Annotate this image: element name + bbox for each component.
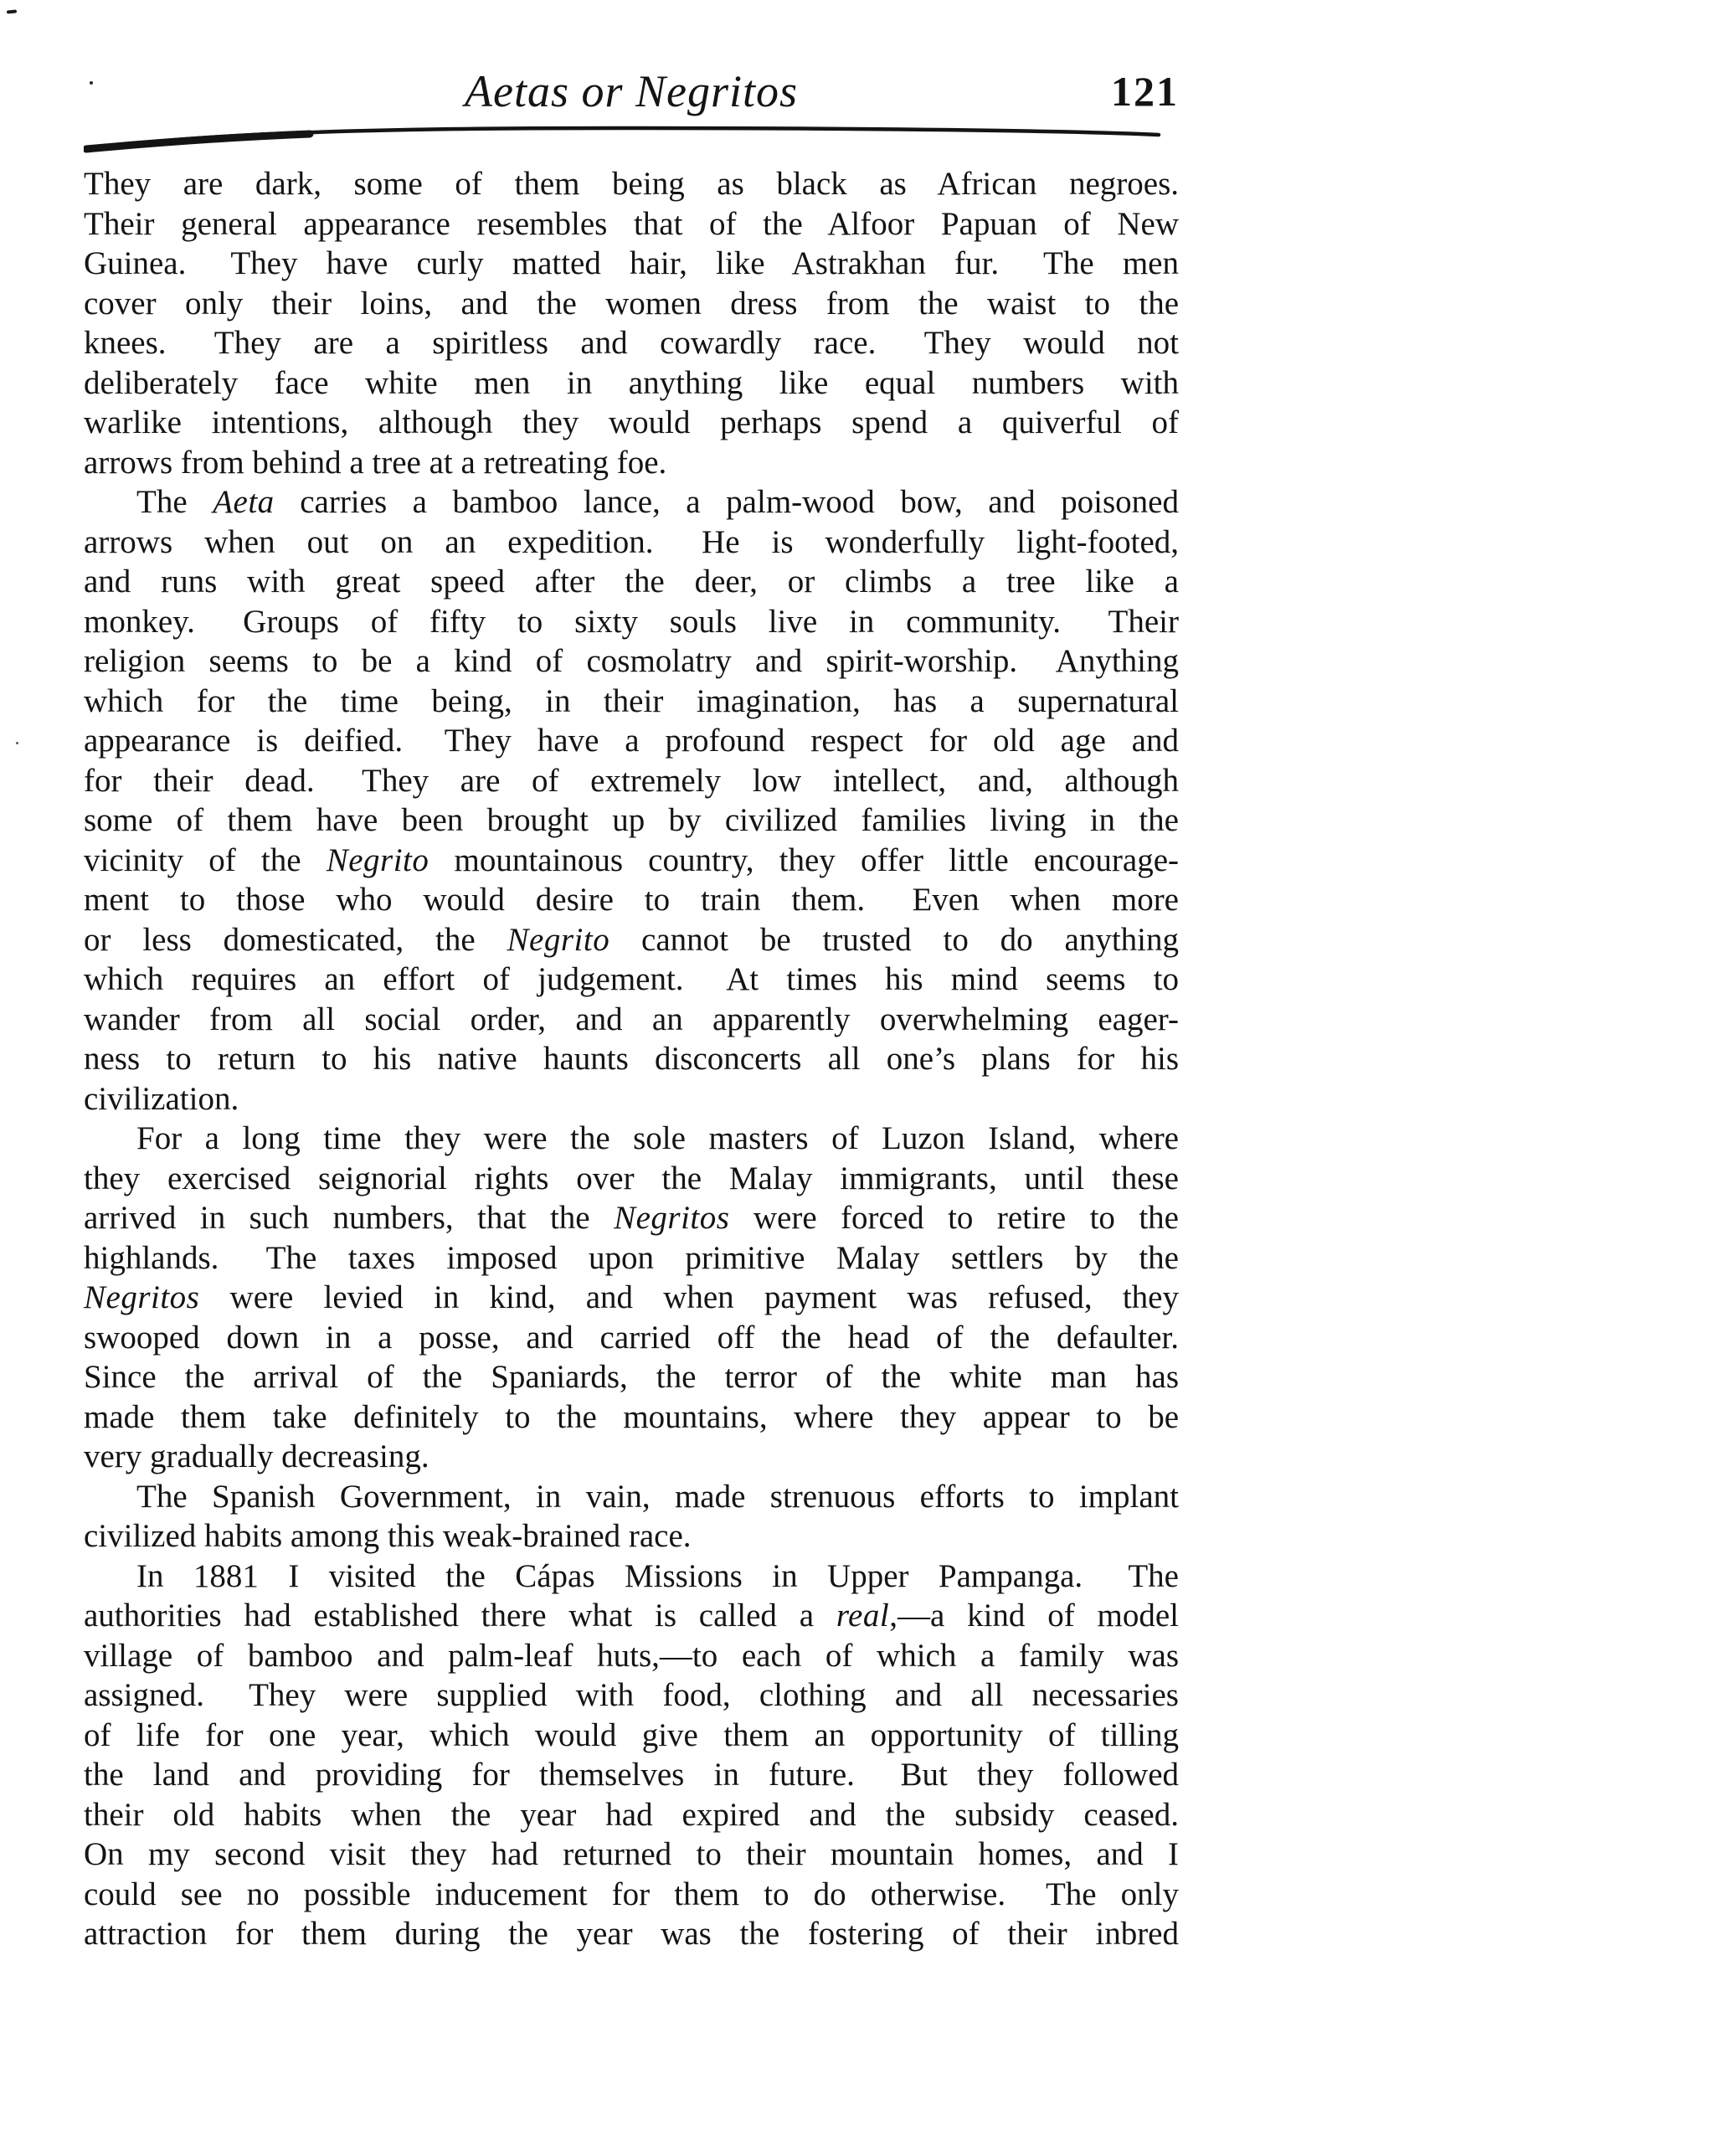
text-run: authorities had established there what is called a xyxy=(84,1598,836,1634)
text-line xyxy=(84,761,1179,801)
body-text xyxy=(84,164,1179,1954)
text-line xyxy=(84,1834,1179,1875)
text-run: arrows when out on an expedition. He is wonderfully light-footed, xyxy=(84,523,1179,560)
running-head-title: Aetas or Negritos xyxy=(464,66,798,116)
text-line xyxy=(84,721,1179,761)
scan-artifact-speck xyxy=(16,742,18,744)
text-line xyxy=(84,602,1179,642)
text-line xyxy=(84,403,1179,443)
text-run: the land and providing for themselves in future. But they followed xyxy=(84,1757,1179,1793)
text-line xyxy=(84,1357,1179,1397)
text-run: highlands. The taxes imposed upon primitive Malay settlers by the xyxy=(84,1239,1179,1276)
text-line xyxy=(84,1755,1179,1795)
text-run: wander from all social order, and an apparently overwhelming eager- xyxy=(84,1001,1179,1037)
text-line xyxy=(84,682,1179,722)
text-line xyxy=(84,284,1179,324)
text-line xyxy=(84,1477,1179,1517)
text-line xyxy=(84,1557,1179,1597)
text-line xyxy=(84,1875,1179,1915)
text-line xyxy=(84,323,1179,363)
text-run: knees. They are a spiritless and cowardly race. They would not xyxy=(84,325,1179,361)
italic-term: Negritos xyxy=(614,1200,730,1236)
text-line xyxy=(84,482,1179,522)
text-run: which requires an effort of judgement. At times his mind seems to xyxy=(84,961,1179,997)
text-run: warlike intentions, although they would perhaps spend a quiverful of xyxy=(84,404,1179,440)
text-run: The Spanish Government, in vain, made strenuous efforts to implant xyxy=(136,1478,1179,1515)
text-run: deliberately face white men in anything like equal numbers with xyxy=(84,364,1179,401)
text-line xyxy=(84,1437,1179,1477)
text-line xyxy=(84,204,1179,244)
text-line xyxy=(84,1119,1179,1159)
text-run: or less domesticated, the xyxy=(84,921,507,958)
text-run: attraction for them during the year was the fostering of their inbred xyxy=(84,1916,1179,1952)
italic-term: Negritos xyxy=(84,1279,200,1315)
text-run: cannot be trusted to do anything xyxy=(609,921,1179,958)
text-run: carries a bamboo lance, a palm-wood bow, and poisoned xyxy=(274,484,1179,520)
text-run: religion seems to be a kind of cosmolatry and spirit-worship. Anything xyxy=(84,643,1179,679)
text-line xyxy=(84,363,1179,404)
text-run: were levied in kind, and when payment was refused, they xyxy=(199,1279,1179,1315)
text-line xyxy=(84,1000,1179,1040)
paragraph xyxy=(84,482,1179,1119)
text-run: arrived in such numbers, that the xyxy=(84,1200,615,1236)
text-line xyxy=(84,1278,1179,1318)
text-run: swooped down in a posse, and carried off the head of the defaulter. xyxy=(84,1319,1179,1356)
text-run: they exercised seignorial rights over the Malay immigrants, until these xyxy=(84,1160,1179,1196)
header-rule xyxy=(84,124,1164,157)
italic-term: real xyxy=(836,1598,890,1634)
text-run: for their dead. They are of extremely low intellect, and, although xyxy=(84,762,1179,799)
text-run: arrows from behind a tree at a retreating foe. xyxy=(84,444,667,481)
text-line xyxy=(84,244,1179,284)
text-line xyxy=(84,1039,1179,1079)
text-run: They are dark, some of them being as black as African negroes. xyxy=(84,166,1179,202)
paragraph xyxy=(84,1119,1179,1477)
text-run: their old habits when the year had expired and the subsidy ceased. xyxy=(84,1796,1179,1833)
text-run: The xyxy=(136,484,213,520)
text-line xyxy=(84,1675,1179,1716)
text-run: some of them have been brought up by civilized families living in the xyxy=(84,802,1179,838)
text-line xyxy=(84,1397,1179,1438)
text-line xyxy=(84,1596,1179,1636)
text-line xyxy=(84,443,1179,483)
text-line xyxy=(84,1318,1179,1358)
text-line xyxy=(84,1159,1179,1199)
italic-term: Negrito xyxy=(507,921,610,958)
text-run: appearance is deified. They have a profound respect for old age and xyxy=(84,723,1179,759)
page-number: 121 xyxy=(1111,68,1179,115)
text-run: vicinity of the xyxy=(84,841,327,878)
italic-term: Negrito xyxy=(326,841,429,878)
text-line xyxy=(84,1795,1179,1835)
text-line xyxy=(84,960,1179,1000)
text-run: very gradually decreasing. xyxy=(84,1438,429,1474)
text-line xyxy=(84,641,1179,682)
text-line xyxy=(84,1238,1179,1279)
text-run: civilized habits among this weak-brained race. xyxy=(84,1518,692,1554)
text-line xyxy=(84,1198,1179,1238)
text-line xyxy=(84,920,1179,960)
scan-artifact-dash xyxy=(7,9,17,13)
text-run: could see no possible inducement for them to do otherwise. The only xyxy=(84,1876,1179,1912)
text-run: and runs with great speed after the deer, or climbs a tree like a xyxy=(84,563,1179,599)
text-run: Their general appearance resembles that of the Alfoor Papuan of New xyxy=(84,205,1179,242)
text-line xyxy=(84,1516,1179,1557)
text-line xyxy=(84,522,1179,563)
text-run: assigned. They were supplied with food, clothing and all necessaries xyxy=(84,1677,1179,1713)
text-run: mountainous country, they offer little encourage- xyxy=(429,841,1179,878)
text-run: ,—a kind of model xyxy=(889,1598,1179,1634)
text-run: For a long time they were the sole masters of Luzon Island, where xyxy=(136,1120,1179,1156)
text-run: ment to those who would desire to train them. Even when more xyxy=(84,882,1179,918)
text-run: which for the time being, in their imagination, has a supernatural xyxy=(84,682,1179,719)
text-run: civilization. xyxy=(84,1080,239,1117)
text-line xyxy=(84,880,1179,920)
text-line xyxy=(84,1914,1179,1954)
paragraph xyxy=(84,164,1179,482)
text-run: were forced to retire to the xyxy=(729,1200,1179,1236)
text-line xyxy=(84,1079,1179,1119)
text-line xyxy=(84,562,1179,602)
text-run: Guinea. They have curly matted hair, like Astrakhan fur. The men xyxy=(84,245,1179,281)
text-line xyxy=(84,164,1179,204)
text-line xyxy=(84,841,1179,881)
text-run: Since the arrival of the Spaniards, the terror of the white man has xyxy=(84,1359,1179,1395)
text-line xyxy=(84,1636,1179,1676)
text-run: monkey. Groups of fifty to sixty souls live in community. Their xyxy=(84,603,1179,640)
text-run: On my second visit they had returned to their mountain homes, and I xyxy=(84,1836,1179,1872)
text-run: cover only their loins, and the women dress from the waist to the xyxy=(84,285,1179,322)
text-run: of life for one year, which would give them an opportunity of tilling xyxy=(84,1716,1179,1753)
text-run: In 1881 I visited the Cápas Missions in Upper Pampanga. The xyxy=(136,1557,1179,1594)
text-run: made them take definitely to the mountains, where they appear to be xyxy=(84,1398,1179,1435)
text-run: village of bamboo and palm-leaf huts,—to each of which a family was xyxy=(84,1637,1179,1674)
text-line xyxy=(84,1716,1179,1756)
paragraph xyxy=(84,1477,1179,1557)
paragraph xyxy=(84,1557,1179,1954)
text-run: ness to return to his native haunts disconcerts all one’s plans for his xyxy=(84,1041,1179,1077)
italic-term: Aeta xyxy=(213,484,275,520)
text-line xyxy=(84,800,1179,841)
